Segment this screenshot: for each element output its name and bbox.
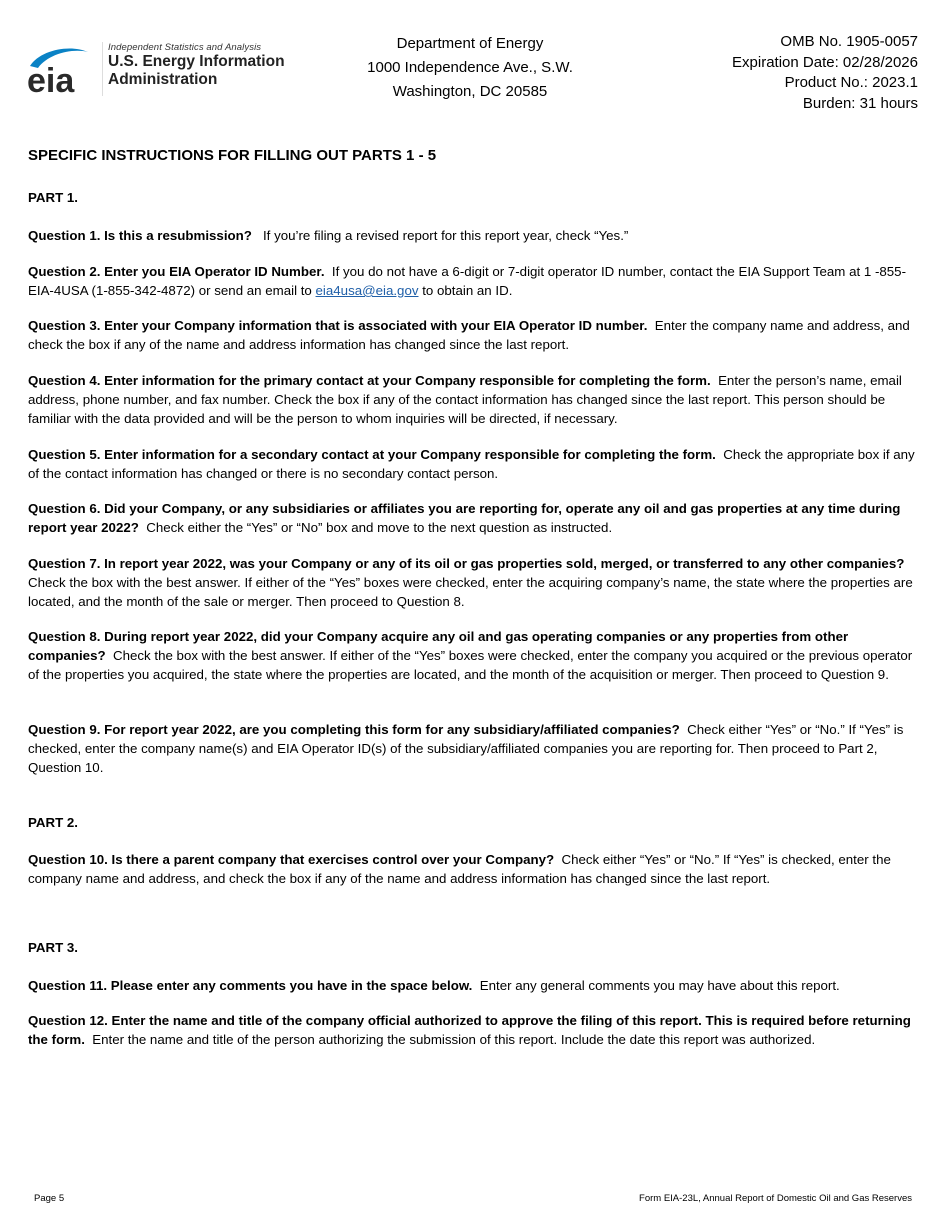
question-7 [28, 554, 926, 611]
logo-text [108, 42, 285, 89]
question-3-label: Question 3. Enter your Company information that is associated with your EIA Operator ID number. [28, 318, 648, 333]
part-3-heading: PART 3. [28, 940, 78, 955]
email-link[interactable]: eia4usa@eia.gov [315, 283, 419, 298]
question-8-label: Question 8. During report year 2022, did your Company acquire any oil and gas operating companies or any properties from other companies? [28, 629, 849, 663]
form-name: Form EIA-23L, Annual Report of Domestic Oil and Gas Reserves [639, 1193, 912, 1204]
product-number: Product No.: 2023.1 [784, 74, 918, 91]
question-12 [28, 1011, 926, 1049]
page-title: SPECIFIC INSTRUCTIONS FOR FILLING OUT PARTS 1 - 5 [28, 147, 437, 164]
question-9-text: Check either “Yes” or “No.” If “Yes” is checked, enter the company name(s) and EIA Operator ID(s) of the subsidiary/affiliated companies you are reporting for. Then proceed to Part 2, Question 10. [28, 722, 904, 775]
question-5 [28, 445, 926, 483]
question-7-text: Check the box with the best answer. If either of the “Yes” boxes were checked, enter the acquiring company’s name, the state where the properties are located, and the month of the sale or merger. Then proceed to Question 8. [28, 575, 913, 609]
question-10 [28, 850, 926, 888]
logo-name-line2: Administration [108, 71, 218, 88]
logo-name-line1: U.S. Energy Information [108, 53, 285, 70]
question-6-text: Check either the “Yes” or “No” box and move to the next question as instructed. [146, 520, 613, 535]
part-1-heading: PART 1. [28, 190, 78, 205]
question-1-text: If you’re filing a revised report for this report year, check “Yes.” [262, 228, 629, 243]
question-6-label: Question 6. Did your Company, or any subsidiaries or affiliates you are reporting for, operate any oil and gas properties at any time during report year 2022? [28, 501, 901, 535]
question-12-text: Enter the name and title of the person authorizing the submission of this report. Include the date this report was authorized. [92, 1032, 816, 1047]
address-line1: Department of Energy [396, 35, 544, 52]
omb-info [732, 32, 918, 114]
address-line2: 1000 Independence Ave., S.W. [367, 59, 573, 76]
logo-mark: eia [27, 62, 75, 96]
question-4-text: Enter the person’s name, email address, phone number, and fax number. Check the box if any of the contact information has changed since the last report. This person should be familiar with the data provided and will be the person to whom inquiries will be directed, if necessary. [28, 373, 902, 426]
question-2-label: Question 2. Enter you EIA Operator ID Number. [28, 264, 325, 279]
question-9-label: Question 9. For report year 2022, are you completing this form for any subsidiary/affiliated companies? [28, 722, 680, 737]
eia-logo-icon [26, 44, 98, 96]
question-8-text: Check the box with the best answer. If either of the “Yes” boxes were checked, enter the company you acquired or the previous operator of the properties you acquired, the state where the properties are located, and the month of the acquisition or merger. Then proceed to Question 9. [28, 648, 913, 682]
question-11 [28, 976, 926, 995]
question-3-text: Enter the company name and address, and check the box if any of the name and address information has changed since the last report. [28, 318, 910, 352]
question-1-label: Question 1. Is this a resubmission? [28, 228, 252, 243]
part-2-heading: PART 2. [28, 815, 78, 830]
logo-divider [102, 42, 103, 96]
question-11-label: Question 11. Please enter any comments you have in the space below. [28, 978, 473, 993]
question-2-text-b: to obtain an ID. [422, 283, 513, 298]
question-10-label: Question 10. Is there a parent company that exercises control over your Company? [28, 852, 555, 867]
question-9 [28, 720, 926, 777]
page-number: Page 5 [34, 1193, 65, 1204]
question-5-text: Check the appropriate box if any of the contact information has changed or there is no secondary contact person. [28, 447, 915, 481]
logo-tagline: Independent Statistics and Analysis [108, 42, 262, 53]
question-6 [28, 499, 926, 537]
question-4-label: Question 4. Enter information for the primary contact at your Company responsible for completing the form. [28, 373, 711, 388]
agency-address [340, 32, 600, 104]
omb-number: OMB No. 1905-0057 [780, 33, 918, 50]
question-1 [28, 226, 926, 245]
question-11-text: Enter any general comments you may have about this report. [479, 978, 840, 993]
question-12-label: Question 12. Enter the name and title of the company official authorized to approve the filing of this report. This is required before returning the form. [28, 1013, 911, 1047]
question-7-label: Question 7. In report year 2022, was your Company or any of its oil or gas properties sold, merged, or transferred to any other companies? [28, 556, 905, 571]
burden: Burden: 31 hours [802, 94, 918, 112]
question-10-text: Check either “Yes” or “No.” If “Yes” is checked, enter the company name and address, and check the box if any of the name and address information has changed since the last report. [28, 852, 891, 886]
question-4 [28, 371, 926, 428]
question-2-text-a: If you do not have a 6-digit or 7-digit operator ID number, contact the EIA Support Team at 1 -855-EIA-4USA (1-855-342-4872) or send an email to [28, 264, 906, 298]
question-2 [28, 262, 926, 300]
question-3 [28, 316, 926, 354]
address-line3: Washington, DC 20585 [392, 83, 548, 100]
expiration-date: Expiration Date: 02/28/2026 [732, 53, 918, 71]
eia-logo [26, 42, 316, 98]
question-5-label: Question 5. Enter information for a secondary contact at your Company responsible for completing the form. [28, 447, 716, 462]
question-8 [28, 627, 926, 684]
